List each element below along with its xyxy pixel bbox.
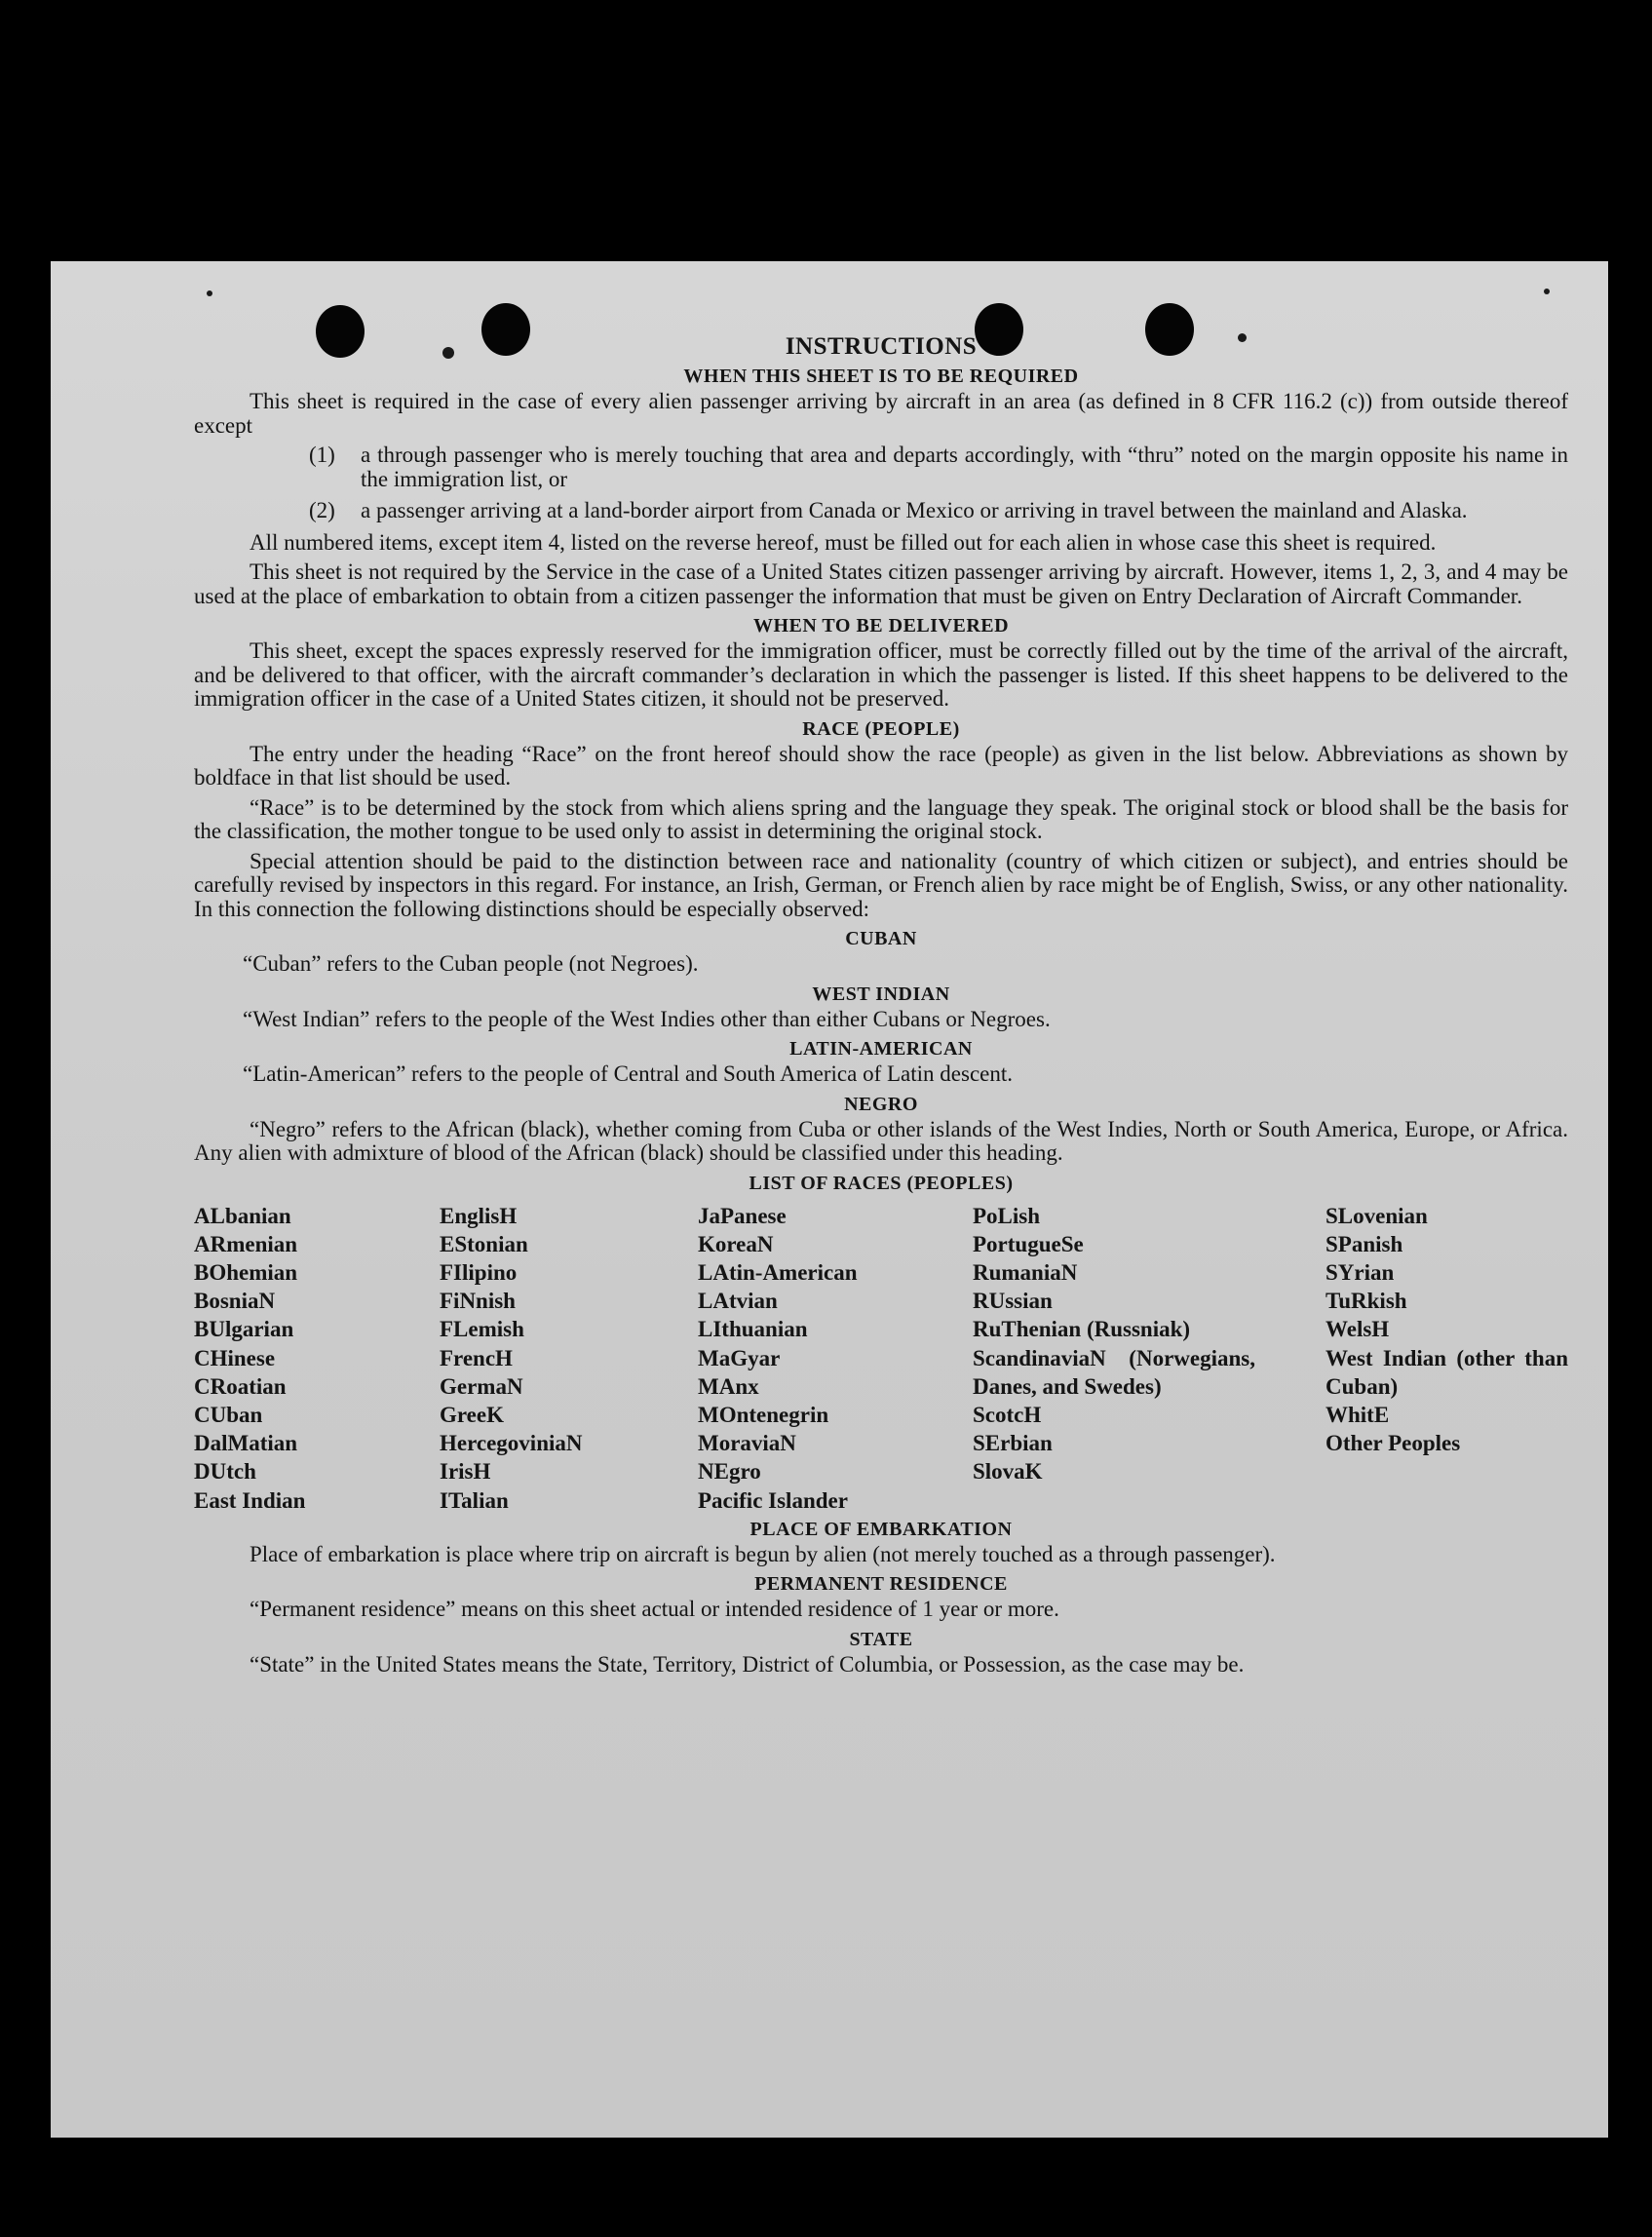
paragraph: This sheet is not required by the Service in the case of a United States citizen passenger arriving by aircraft. However, items 1, 2, 3, and 4 may be used at the place of embarkation to obtain from a citizen passenger the information that must be given on Entry Declaration of Aircraft Commander.: [194, 559, 1568, 608]
heading-place-of-embarkation: PLACE OF EMBARKATION: [749, 1518, 1013, 1540]
race-entry: FIlipino: [440, 1259, 518, 1285]
list-number: (1): [309, 443, 335, 467]
race-entry: MaGyar: [698, 1345, 781, 1370]
race-entry: MAnx: [698, 1373, 759, 1399]
paragraph: This sheet is required in the case of every alien passenger arriving by aircraft in an area (as defined in 8 CFR 116.2 (c)) from outside thereof except: [194, 389, 1568, 438]
instructions-title: INSTRUCTIONS: [785, 333, 978, 360]
heading-cuban: CUBAN: [845, 928, 917, 949]
heading-race: RACE (PEOPLE): [802, 717, 960, 740]
heading-negro: NEGRO: [844, 1093, 918, 1115]
race-entry: GreeK: [440, 1402, 504, 1427]
paragraph: “Latin-American” refers to the people of Central and South America of Latin descent.: [243, 1061, 1013, 1086]
speck: [1544, 289, 1550, 294]
race-entry: BosniaN: [194, 1289, 276, 1314]
race-entry: FrencH: [440, 1345, 513, 1370]
race-entry: DalMatian: [194, 1431, 298, 1456]
race-entry: LIthuanian: [698, 1317, 808, 1342]
paragraph: “Permanent residence” means on this sheet actual or intended residence of 1 year or more.: [250, 1597, 1059, 1622]
paragraph: “Race” is to be determined by the stock from which aliens spring and the language they speak. The original stock or blood shall be the basis for the classification, the mother tongue to be used only to assist in determining the original stock.: [194, 794, 1568, 843]
race-entry: MOntenegrin: [698, 1402, 829, 1427]
race-entry: BOhemian: [194, 1259, 298, 1285]
race-entry: DUtch: [194, 1459, 256, 1485]
race-entry: EStonian: [440, 1231, 528, 1256]
race-entry: MoraviaN: [698, 1431, 796, 1456]
race-entry: WelsH: [1325, 1317, 1390, 1342]
race-entry: ScandinaviaN (Norwegians, Danes, and Swedes): [973, 1345, 1255, 1399]
instructions-content: [194, 332, 1568, 1682]
race-entry: CUban: [194, 1402, 263, 1427]
paragraph: Special attention should be paid to the distinction between race and nationality (country of which citizen or subject), and entries should be carefully revised by inspectors in this regard. For instance, an Irish, German, or French alien by race might be of English, Swiss, or any other nationality. In this connection the following distinctions should be especially observed:: [194, 848, 1568, 921]
race-entry: LAtvian: [698, 1289, 778, 1314]
paragraph: This sheet, except the spaces expressly reserved for the immigration officer, must be correctly filled out by the time of the arrival of the aircraft, and be delivered to that officer, with the aircraft commander’s declaration in which the passenger is listed. If this sheet happens to be delivered to the immigration officer in the case of a United States citizen, it should not be preserved.: [194, 638, 1568, 711]
paragraph: All numbered items, except item 4, listed on the reverse hereof, must be filled out for each alien in whose case this sheet is required.: [250, 529, 1437, 555]
race-entry: West Indian (other than Cuban): [1325, 1345, 1568, 1399]
heading-list-of-races: LIST OF RACES (PEOPLES): [749, 1172, 1014, 1194]
document-sheet: [51, 261, 1608, 2138]
heading-latin-american: LATIN-AMERICAN: [789, 1038, 973, 1060]
races-column: [194, 1202, 440, 1515]
race-entry: RUssian: [973, 1289, 1053, 1314]
heading-state: STATE: [849, 1628, 913, 1650]
race-entry: IrisH: [440, 1459, 491, 1485]
race-entry: ScotcH: [973, 1402, 1042, 1427]
race-entry: CRoatian: [194, 1373, 287, 1399]
races-column: [440, 1202, 698, 1515]
race-entry: WhitE: [1325, 1402, 1390, 1427]
heading-west-indian: WEST INDIAN: [812, 983, 950, 1005]
race-entry: ALbanian: [194, 1203, 291, 1228]
list-text: a passenger arriving at a land-border airport from Canada or Mexico or arriving in travel between the mainland and Alaska.: [361, 498, 1468, 522]
paragraph: “Negro” refers to the African (black), whether coming from Cuba or other islands of the West Indies, North or South America, Europe, or Africa. Any alien with admixture of blood of the African (black) should be classified under this heading.: [194, 1116, 1568, 1165]
race-entry: FLemish: [440, 1317, 524, 1342]
races-column: [973, 1202, 1255, 1515]
list-number: (2): [309, 498, 335, 522]
speck: [207, 290, 212, 296]
race-entry: NEgro: [698, 1459, 761, 1485]
list-item: [309, 444, 1568, 491]
race-entry: SPanish: [1325, 1231, 1403, 1256]
race-entry: GermaN: [440, 1373, 523, 1399]
race-entry: CHinese: [194, 1345, 276, 1370]
races-list: [194, 1202, 1568, 1515]
list-item: [309, 499, 1568, 523]
race-entry: ARmenian: [194, 1231, 298, 1256]
race-entry: SErbian: [973, 1431, 1053, 1456]
races-column: [1325, 1202, 1568, 1515]
race-entry: RumaniaN: [973, 1259, 1078, 1285]
race-entry: SlovaK: [973, 1459, 1043, 1485]
race-entry: Other Peoples: [1325, 1431, 1461, 1456]
race-entry: SYrian: [1325, 1259, 1395, 1285]
race-entry: TuRkish: [1325, 1289, 1407, 1314]
paragraph: The entry under the heading “Race” on the front hereof should show the race (people) as given in the list below. Abbreviations as shown by boldface in that list should be used.: [194, 741, 1568, 790]
race-entry: ITalian: [440, 1487, 509, 1513]
race-entry: LAtin-American: [698, 1259, 858, 1285]
races-column: [698, 1202, 973, 1515]
race-entry: JaPanese: [698, 1203, 787, 1228]
list-text: a through passenger who is merely touching that area and departs accordingly, with “thru” noted on the margin opposite his name in the immigration list, or: [361, 443, 1568, 491]
heading-when-delivered: WHEN TO BE DELIVERED: [752, 615, 1010, 636]
heading-when-required: WHEN THIS SHEET IS TO BE REQUIRED: [683, 366, 1079, 387]
race-entry: PortugueSe: [973, 1231, 1084, 1256]
race-entry: RuThenian (Russniak): [973, 1317, 1191, 1342]
race-entry: SLovenian: [1325, 1203, 1428, 1228]
paragraph: “State” in the United States means the State, Territory, District of Columbia, or Possession, as the case may be.: [250, 1651, 1245, 1677]
paragraph: “Cuban” refers to the Cuban people (not Negroes).: [243, 951, 699, 976]
race-entry: FiNnish: [440, 1289, 516, 1314]
race-entry: KoreaN: [698, 1231, 774, 1256]
race-entry: PoLish: [973, 1203, 1041, 1228]
race-entry: BUlgarian: [194, 1317, 294, 1342]
race-entry: HercegoviniaN: [440, 1431, 583, 1456]
race-entry: Pacific Islander: [698, 1487, 848, 1513]
race-entry: East Indian: [194, 1487, 306, 1513]
paragraph: “West Indian” refers to the people of the West Indies other than either Cubans or Negroes.: [243, 1006, 1051, 1031]
race-entry: EnglisH: [440, 1203, 518, 1228]
heading-permanent-residence: PERMANENT RESIDENCE: [754, 1573, 1008, 1596]
paragraph: Place of embarkation is place where trip on aircraft is begun by alien (not merely touched as a through passenger).: [250, 1541, 1276, 1566]
